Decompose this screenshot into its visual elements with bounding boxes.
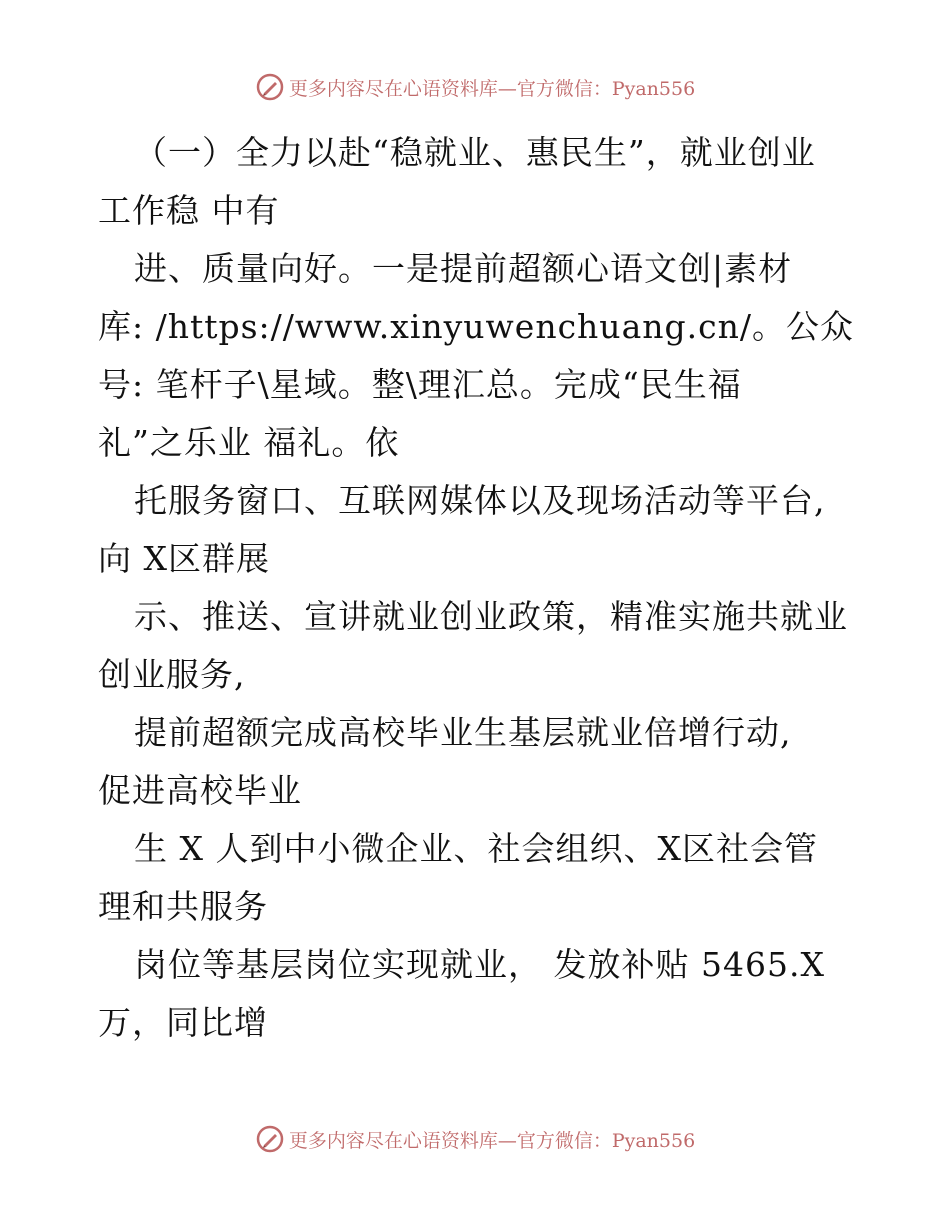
text-line: 提前超额完成高校毕业生基层就业倍增行动, bbox=[134, 713, 792, 752]
text-line: （一）全力以赴“稳就业、惠民生”，就业创业 bbox=[134, 133, 816, 172]
text-line: 工作稳 中有 bbox=[98, 191, 280, 230]
text-line: 礼”之乐业 福礼。依 bbox=[98, 423, 400, 462]
text-line: 号: 笔杆子\星域。整\理汇总。完成“民生福 bbox=[98, 365, 742, 404]
text-line: 万，同比增 bbox=[98, 1003, 268, 1042]
header-watermark bbox=[0, 72, 950, 102]
text-line: 促进高校毕业 bbox=[98, 771, 302, 810]
watermark-text: 更多内容尽在心语资料库—官方微信：Pyan556 bbox=[288, 1129, 696, 1152]
pen-logo-icon bbox=[255, 72, 285, 102]
text-line: 托服务窗口、互联网媒体以及现场活动等平台, bbox=[134, 481, 826, 520]
pen-logo-icon bbox=[255, 1124, 285, 1154]
document-body bbox=[98, 124, 918, 1052]
text-line: 理和共服务 bbox=[98, 887, 268, 926]
text-line: 库: /https://www.xinyuwenchuang.cn/。公众 bbox=[98, 307, 854, 346]
text-line: 生 X 人到中小微企业、社会组织、X区社会管 bbox=[134, 829, 818, 868]
watermark-text: 更多内容尽在心语资料库—官方微信：Pyan556 bbox=[288, 77, 696, 100]
text-line: 创业服务, bbox=[98, 655, 246, 694]
text-line: 示、推送、宣讲就业创业政策，精准实施共就业 bbox=[134, 597, 848, 636]
text-line: 岗位等基层岗位实现就业， 发放补贴 5465.X bbox=[134, 945, 825, 984]
footer-watermark bbox=[0, 1124, 950, 1154]
text-line: 进、质量向好。一是提前超额心语文创|素材 bbox=[134, 249, 793, 288]
text-line: 向 X区群展 bbox=[98, 539, 270, 578]
